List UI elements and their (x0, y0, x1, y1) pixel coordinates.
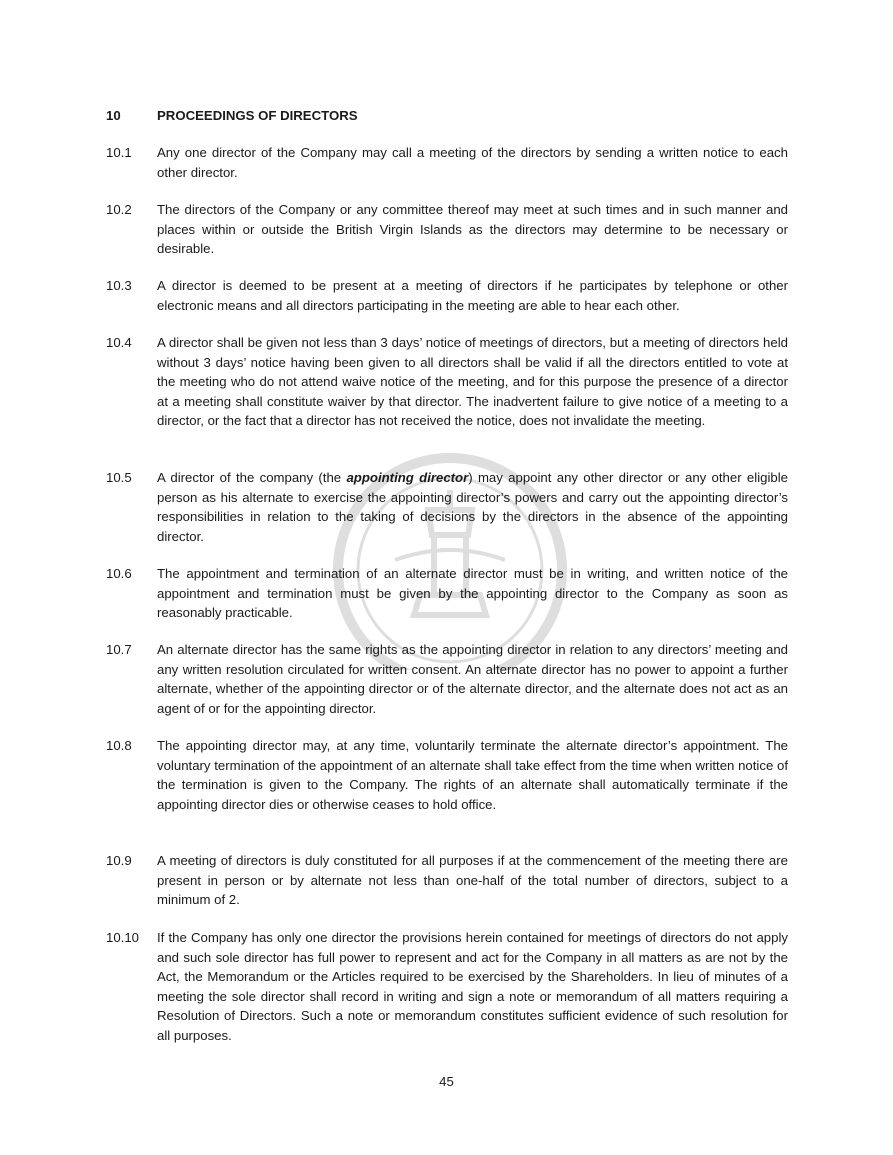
clause-text (157, 468, 788, 546)
clause-text: Any one director of the Company may call a meeting of the directors by sending a written notice to each other director. (157, 145, 788, 180)
clause (106, 200, 789, 259)
clause-text: The directors of the Company or any committee thereof may meet at such times and in such manner and places within or outside the British Virgin Islands as the directors may determine to be necessary or desirable. (157, 202, 788, 256)
clause-number: 10.4 (106, 335, 132, 350)
clause (106, 564, 789, 623)
section-heading (106, 106, 796, 126)
clause-number: 10.2 (106, 202, 132, 217)
clause (106, 333, 789, 431)
section-number: 10 (106, 108, 121, 123)
clause-number: 10.1 (106, 145, 132, 160)
clause-text: A director is deemed to be present at a meeting of directors if he participates by telephone or other electronic means and all directors participating in the meeting are able to hear each other. (157, 278, 788, 313)
clause (106, 276, 789, 315)
clause (106, 736, 789, 814)
clause-number: 10.5 (106, 470, 132, 485)
defined-term: appointing director (346, 470, 469, 485)
clause (106, 143, 789, 182)
clause-text: An alternate director has the same rights as the appointing director in relation to any directors’ meeting and any written resolution circulated for written consent. An alternate director has no power to appoint a further alternate, whether of the appointing director or of the alternate director, and the alternate does not act as an agent of or for the appointing director. (157, 642, 788, 716)
clause-number: 10.10 (106, 930, 140, 945)
clause (106, 928, 789, 1045)
clause-text: The appointing director may, at any time, voluntarily terminate the alternate director’s appointment. The voluntary termination of the appointment of an alternate shall take effect from the time when written notice of the termination is given to the Company. The rights of an alternate shall automatically terminate if the appointing director dies or otherwise ceases to hold office. (157, 738, 788, 812)
clause-text: If the Company has only one director the provisions herein contained for meetings of directors do not apply and such sole director has full power to represent and act for the Company in all matters as are not by the Act, the Memorandum or the Articles required to be exercised by the Shareholders. In lieu of minutes of a meeting the sole director shall record in writing and sign a note or memorandum of all matters requiring a Resolution of Directors. Such a note or memorandum constitutes sufficient evidence of such resolution for all purposes. (157, 930, 788, 1043)
clause-number: 10.3 (106, 278, 132, 293)
clause-text-before: A director of the company (the (157, 470, 347, 485)
section-title: PROCEEDINGS OF DIRECTORS (157, 108, 358, 123)
clause-text: A director shall be given not less than 3 days’ notice of meetings of directors, but a meeting of directors held without 3 days’ notice having been given to all directors shall be valid if all the directors entitled to vote at the meeting who do not attend waive notice of the meeting, and for this purpose the presence of a director at a meeting shall constitute waiver by that director. The inadvertent failure to give notice of a meeting to a director, or the fact that a director has not received the notice, does not invalidate the meeting. (157, 335, 788, 428)
clause-text-after: ) may appoint any other director or any other eligible person as his alternate to exercise the appointing director’s powers and carry out the appointing director’s responsibilities in relation to the taking of decisions by the directors in the absence of the appointing director. (157, 470, 788, 544)
clause-number: 10.6 (106, 566, 132, 581)
clause-number: 10.9 (106, 853, 132, 868)
clause (106, 468, 789, 546)
clause-text: The appointment and termination of an alternate director must be in writing, and written notice of the appointment and termination must be given by the appointing director to the Company as soon as reasonably practicable. (157, 566, 788, 620)
clause (106, 640, 789, 718)
clause-number: 10.8 (106, 738, 132, 753)
clause (106, 851, 789, 910)
clause-text: A meeting of directors is duly constituted for all purposes if at the commencement of the meeting there are present in person or by alternate not less than one-half of the total number of directors, subject to a minimum of 2. (157, 853, 788, 907)
clause-number: 10.7 (106, 642, 132, 657)
page-number: 45 (439, 1074, 454, 1089)
